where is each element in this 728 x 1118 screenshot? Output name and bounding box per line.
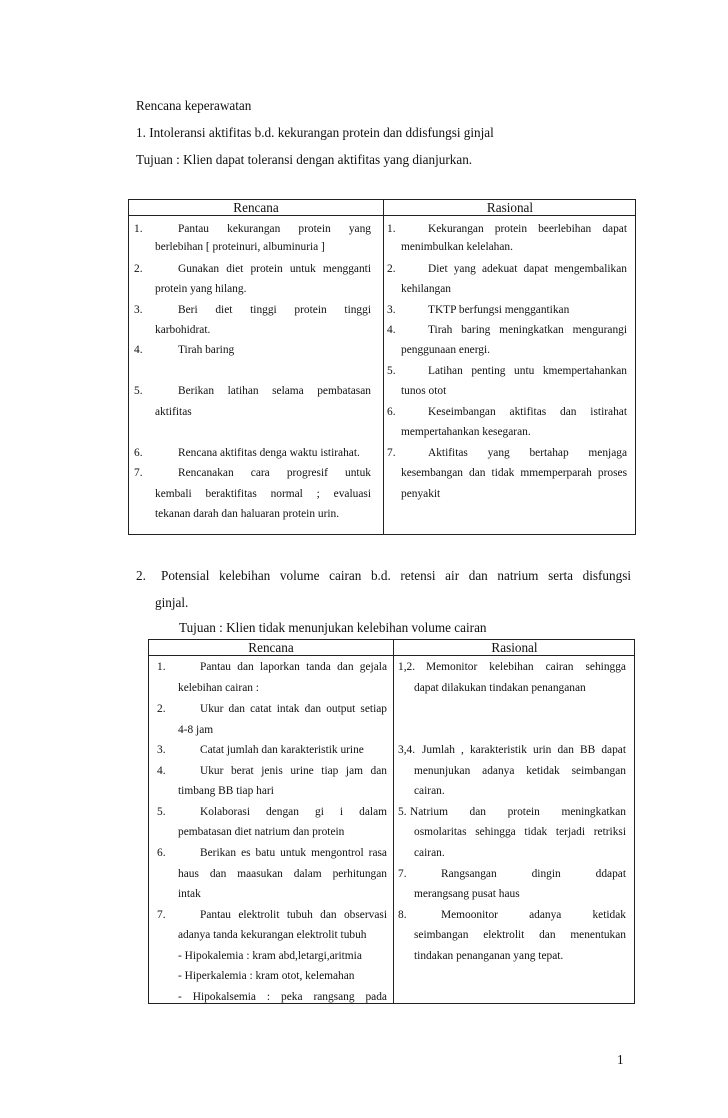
section1-table-header-rule	[128, 215, 636, 216]
section1-title: 1. Intoleransi aktifitas b.d. kekurangan protein dan ddisfungsi ginjal	[136, 125, 494, 140]
section1-col-rasional: Rasional	[486, 200, 534, 215]
section2-col-rasional: Rasional	[491, 640, 538, 655]
section1-goal: Tujuan : Klien dapat toleransi dengan aktifitas yang dianjurkan.	[136, 152, 473, 167]
section2-table-header-rule	[148, 655, 635, 656]
section1-table-column-divider	[383, 199, 384, 535]
section2-number: 2.	[136, 568, 146, 583]
document-heading: Rencana keperawatan	[136, 98, 252, 113]
section2-goal: Tujuan : Klien tidak menunjukan kelebihan volume cairan	[179, 620, 487, 635]
section2-table-column-divider	[393, 639, 394, 1004]
section2-col-rencana: Rencana	[248, 640, 294, 655]
section1-col-rencana: Rencana	[233, 200, 279, 215]
page-number: 1	[617, 1052, 624, 1067]
section2-title: Potensial kelebihan volume cairan b.d. retensi air dan natrium serta disfungsi	[161, 568, 631, 583]
section2-title-cont: ginjal.	[155, 595, 189, 610]
